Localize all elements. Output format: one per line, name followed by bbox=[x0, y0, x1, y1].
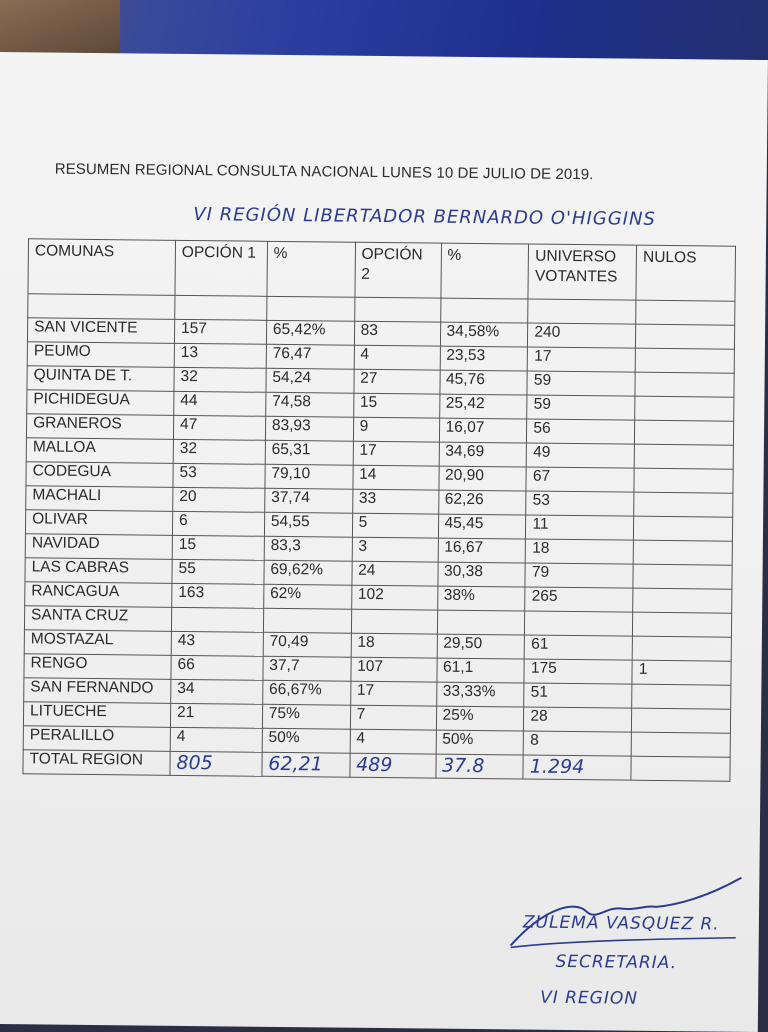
cell-nulos bbox=[633, 540, 732, 565]
cell-universo: 265 bbox=[525, 587, 633, 612]
cell-comuna: RANCAGUA bbox=[25, 582, 172, 608]
cell-nulos bbox=[633, 564, 732, 589]
signature-region: VI REGION bbox=[540, 987, 639, 1009]
cell-opcion-2: 4 bbox=[350, 729, 436, 754]
results-table bbox=[22, 238, 736, 781]
cell-pct-1: 50% bbox=[262, 728, 350, 753]
cell-pct-2: 30,38 bbox=[437, 562, 525, 587]
cell-universo: 79 bbox=[525, 563, 633, 588]
cell-opcion-1: 44 bbox=[174, 391, 266, 416]
signature-role: SECRETARIA. bbox=[555, 951, 678, 974]
signature-scribble bbox=[506, 865, 747, 958]
cell-nulos bbox=[634, 516, 733, 541]
cell-opcion-2: 7 bbox=[350, 705, 436, 730]
cell-pct-2: 38% bbox=[437, 586, 525, 611]
cell-comuna: GRANEROS bbox=[26, 414, 173, 440]
cell-opcion-2: 14 bbox=[353, 465, 439, 490]
cell-nulos bbox=[634, 444, 733, 469]
total-opcion-1: 805 bbox=[170, 751, 262, 776]
cell-nulos bbox=[634, 492, 733, 517]
cell-opcion-2: 83 bbox=[354, 321, 440, 346]
cell-comuna: LITUECHE bbox=[23, 702, 170, 728]
cell-pct-2: 50% bbox=[436, 730, 524, 755]
cell-pct-1: 62% bbox=[263, 584, 351, 609]
cell-pct-1: 79,10 bbox=[265, 464, 353, 489]
cell-opcion-2: 17 bbox=[350, 681, 436, 706]
cell-comuna: RENGO bbox=[24, 654, 171, 680]
cell-opcion-2: 107 bbox=[351, 657, 437, 682]
cell-opcion-1: 13 bbox=[174, 343, 266, 368]
cell-pct-2 bbox=[437, 610, 525, 635]
cell-universo: 11 bbox=[526, 515, 634, 540]
header-pct-1: % bbox=[267, 241, 355, 297]
cell-comuna: PICHIDEGUA bbox=[27, 390, 174, 416]
cell-universo: 56 bbox=[527, 419, 635, 444]
cell-opcion-2: 17 bbox=[353, 441, 439, 466]
total-opcion-2: 489 bbox=[350, 753, 436, 778]
header-comunas: COMUNAS bbox=[28, 239, 175, 296]
cell-pct-1: 37,74 bbox=[264, 488, 352, 513]
cell-universo: 8 bbox=[523, 731, 631, 756]
cell-pct-1: 83,3 bbox=[264, 536, 352, 561]
cell-pct-2: 34,69 bbox=[439, 442, 527, 467]
cell-pct-2: 20,90 bbox=[438, 466, 526, 491]
cell-nulos bbox=[635, 396, 734, 421]
cell-pct-1: 65,42% bbox=[266, 320, 354, 345]
cell-pct-1: 65,31 bbox=[265, 440, 353, 465]
total-pct-2: 37.8 bbox=[435, 754, 523, 779]
cell-opcion-2: 33 bbox=[352, 489, 438, 514]
total-pct-1: 62,21 bbox=[262, 752, 350, 777]
cell-opcion-1: 55 bbox=[172, 559, 264, 584]
total-nulos bbox=[631, 756, 730, 781]
cell-nulos bbox=[635, 372, 734, 397]
cell-nulos bbox=[633, 588, 732, 613]
header-opcion-2: OPCIÓN 2 bbox=[355, 242, 441, 298]
cell-comuna: OLIVAR bbox=[25, 510, 172, 536]
header-nulos: NULOS bbox=[636, 245, 735, 301]
cell-comuna: CODEGUA bbox=[26, 462, 173, 488]
cell-opcion-2: 15 bbox=[353, 393, 439, 418]
cell-pct-2: 33,33% bbox=[436, 682, 524, 707]
cell-nulos bbox=[632, 708, 731, 733]
cell-comuna: QUINTA DE T. bbox=[27, 366, 174, 392]
cell-pct-1: 75% bbox=[262, 704, 350, 729]
cell-opcion-2: 9 bbox=[353, 417, 439, 442]
handwritten-region: VI REGIÓN LIBERTADOR BERNARDO O'HIGGINS bbox=[193, 204, 657, 230]
cell-opcion-1: 66 bbox=[171, 655, 263, 680]
cell-pct-2: 16,07 bbox=[439, 418, 527, 443]
cell-comuna: PEUMO bbox=[27, 342, 174, 368]
cell-opcion-1: 15 bbox=[172, 535, 264, 560]
cell-universo: 49 bbox=[526, 443, 634, 468]
cell-nulos bbox=[631, 732, 730, 757]
cell-opcion-1: 163 bbox=[172, 583, 264, 608]
cell-nulos bbox=[634, 468, 733, 493]
cell-opcion-1: 6 bbox=[172, 511, 264, 536]
cell-comuna: NAVIDAD bbox=[25, 534, 172, 560]
cell-opcion-1: 157 bbox=[174, 319, 266, 344]
header-opcion-1: OPCIÓN 1 bbox=[175, 240, 267, 296]
cell-pct-1: 37,7 bbox=[263, 656, 351, 681]
cell-universo: 59 bbox=[527, 395, 635, 420]
table-header-row bbox=[28, 239, 736, 301]
total-label: TOTAL REGION bbox=[23, 750, 170, 776]
header-pct-2: % bbox=[440, 243, 528, 299]
cell-comuna: MOSTAZAL bbox=[24, 630, 171, 656]
cell-opcion-1: 4 bbox=[170, 727, 262, 752]
cell-universo: 61 bbox=[524, 635, 632, 660]
cell-opcion-1: 53 bbox=[173, 463, 265, 488]
cell-opcion-2: 18 bbox=[351, 633, 437, 658]
cell-universo: 59 bbox=[527, 371, 635, 396]
cell-comuna: LAS CABRAS bbox=[25, 558, 172, 584]
cell-universo bbox=[525, 611, 633, 636]
cell-opcion-1: 21 bbox=[170, 703, 262, 728]
cell-pct-1: 74,58 bbox=[265, 392, 353, 417]
cell-comuna: SANTA CRUZ bbox=[24, 606, 171, 632]
cell-universo: 240 bbox=[528, 323, 636, 348]
header-universo: UNIVERSO VOTANTES bbox=[528, 244, 636, 300]
cell-opcion-2: 27 bbox=[354, 369, 440, 394]
cell-pct-2: 25,42 bbox=[439, 394, 527, 419]
cell-pct-1: 69,62% bbox=[264, 560, 352, 585]
cell-universo: 175 bbox=[524, 659, 632, 684]
cell-nulos bbox=[632, 636, 731, 661]
signature-name: ZULEMA VASQUEZ R. bbox=[522, 912, 720, 935]
cell-universo: 18 bbox=[525, 539, 633, 564]
total-universo: 1.294 bbox=[523, 755, 631, 780]
document-sheet bbox=[0, 52, 768, 1032]
cell-pct-2: 23,53 bbox=[440, 346, 528, 371]
cell-opcion-1 bbox=[171, 607, 263, 632]
cell-comuna: SAN FERNANDO bbox=[24, 678, 171, 704]
cell-opcion-1: 20 bbox=[173, 487, 265, 512]
cell-pct-1: 70,49 bbox=[263, 632, 351, 657]
cell-pct-2: 45,76 bbox=[439, 370, 527, 395]
cell-comuna: MALLOA bbox=[26, 438, 173, 464]
cell-pct-2: 62,26 bbox=[438, 490, 526, 515]
cell-opcion-1: 32 bbox=[173, 439, 265, 464]
cell-pct-2: 16,67 bbox=[438, 538, 526, 563]
cell-nulos bbox=[632, 684, 731, 709]
cell-opcion-1: 32 bbox=[174, 367, 266, 392]
cell-pct-2: 34,58% bbox=[440, 322, 528, 347]
cell-universo: 28 bbox=[524, 707, 632, 732]
cell-opcion-2 bbox=[351, 609, 437, 634]
cell-comuna: PERALILLO bbox=[23, 726, 170, 752]
cell-pct-1: 66,67% bbox=[262, 680, 350, 705]
cell-nulos bbox=[635, 348, 734, 373]
cell-pct-2: 45,45 bbox=[438, 514, 526, 539]
document-title: RESUMEN REGIONAL CONSULTA NACIONAL LUNES 10 DE JULIO DE 2019. bbox=[54, 160, 594, 184]
cell-pct-1: 76,47 bbox=[266, 344, 354, 369]
cell-nulos bbox=[635, 420, 734, 445]
cell-universo: 67 bbox=[526, 467, 634, 492]
cell-opcion-1: 47 bbox=[173, 415, 265, 440]
cell-pct-1: 54,24 bbox=[266, 368, 354, 393]
cell-opcion-2: 3 bbox=[352, 537, 438, 562]
cell-comuna: SAN VICENTE bbox=[27, 318, 174, 344]
cell-nulos: 1 bbox=[632, 660, 731, 685]
cell-pct-2: 25% bbox=[436, 706, 524, 731]
desk-corner bbox=[0, 0, 120, 60]
cell-pct-1 bbox=[263, 608, 351, 633]
cell-nulos bbox=[633, 612, 732, 637]
cell-pct-2: 61,1 bbox=[436, 658, 524, 683]
cell-opcion-1: 43 bbox=[171, 631, 263, 656]
cell-opcion-2: 24 bbox=[352, 561, 438, 586]
cell-opcion-2: 4 bbox=[354, 345, 440, 370]
cell-opcion-2: 5 bbox=[352, 513, 438, 538]
cell-pct-1: 54,55 bbox=[264, 512, 352, 537]
cell-opcion-1: 34 bbox=[171, 679, 263, 704]
cell-universo: 17 bbox=[528, 347, 636, 372]
cell-universo: 51 bbox=[524, 683, 632, 708]
cell-pct-2: 29,50 bbox=[437, 634, 525, 659]
cell-universo: 53 bbox=[526, 491, 634, 516]
cell-opcion-2: 102 bbox=[351, 585, 437, 610]
cell-nulos bbox=[636, 324, 735, 349]
cell-pct-1: 83,93 bbox=[265, 416, 353, 441]
cell-comuna: MACHALI bbox=[26, 486, 173, 512]
